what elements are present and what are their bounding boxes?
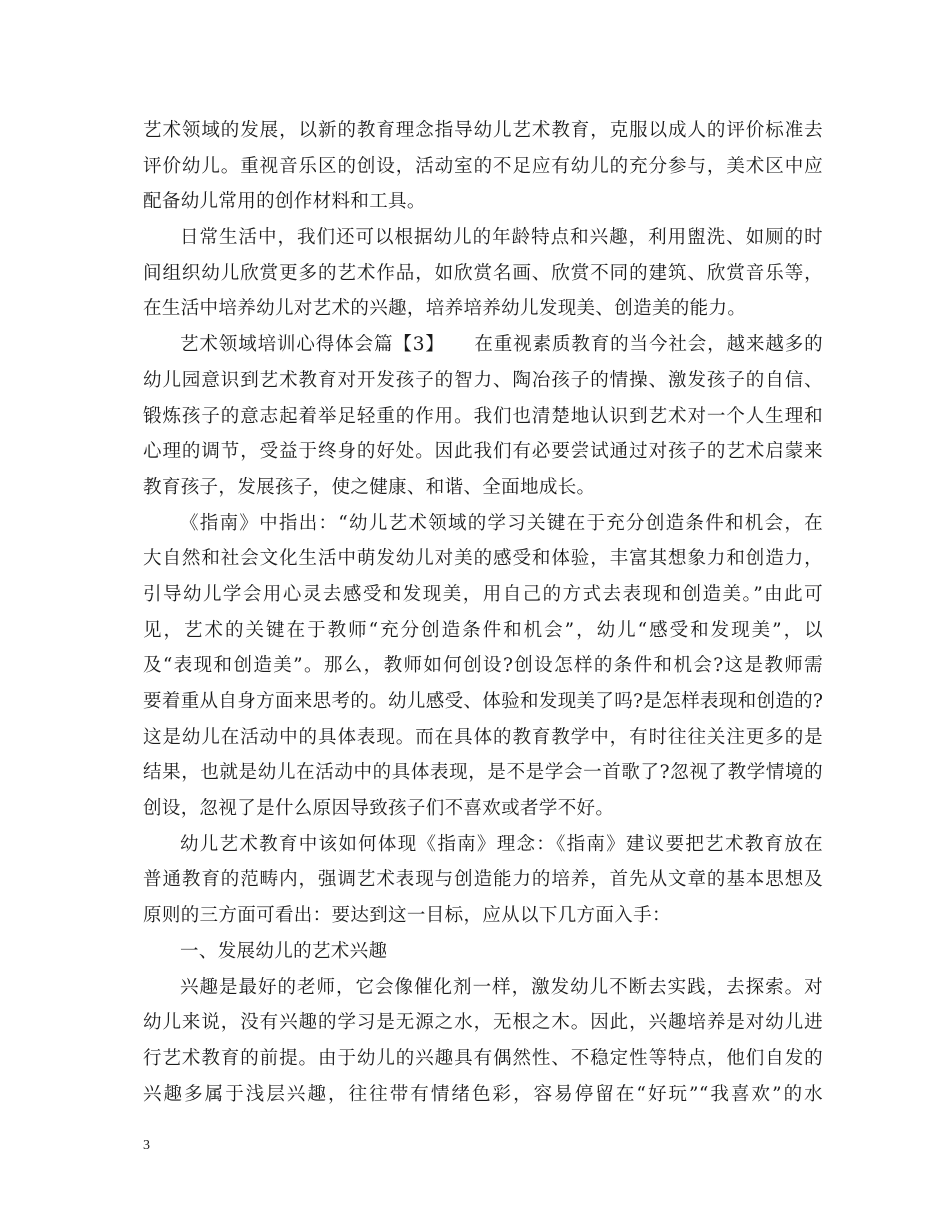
text-line: 间组织幼儿欣赏更多的艺术作品，如欣赏名画、欣赏不同的建筑、欣赏音乐等， — [143, 262, 823, 284]
text-line: 锻炼孩子的意志起着举足轻重的作用。我们也清楚地认识到艺术对一个人生理和 — [143, 405, 823, 427]
text-line: 日常生活中，我们还可以根据幼儿的年龄特点和兴趣，利用盥洗、如厕的时 — [180, 227, 823, 249]
text-line: 普通教育的范畴内，强调艺术表现与创造能力的培养，首先从文章的基本思想及 — [143, 869, 823, 891]
text-line: 幼儿艺术教育中该如何体现《指南》理念：《指南》建议要把艺术教育放在 — [180, 833, 823, 855]
text-line: 行艺术教育的前提。由于幼儿的兴趣具有偶然性、不稳定性等特点，他们自发的 — [143, 1047, 823, 1069]
text-line: 原则的三方面可看出：要达到这一目标，应从以下几方面入手： — [143, 905, 671, 927]
text-line: 这是幼儿在活动中的具体表现。而在具体的教育教学中，有时往往关注更多的是 — [143, 726, 823, 748]
document-body — [143, 113, 823, 1112]
text-line: 创设，忽视了是什么原因导致孩子们不喜欢或者学不好。 — [143, 798, 615, 820]
text-line: 配备幼儿常用的创作材料和工具。 — [143, 191, 426, 213]
text-line: 兴趣多属于浅层兴趣，往往带有情绪色彩，容易停留在“好玩”“我喜欢”的水 — [143, 1083, 823, 1105]
text-line: 艺术领域培训心得体会篇【3】 在重视素质教育的当今社会，越来越多的 — [180, 334, 823, 356]
text-line: 引导幼儿学会用心灵去感受和发现美，用自己的方式去表现和创造美。”由此可 — [143, 583, 823, 605]
text-line: 结果，也就是幼儿在活动中的具体表现，是不是学会一首歌了?忽视了教学情境的 — [143, 762, 823, 784]
text-line: 《指南》中指出：“幼儿艺术领域的学习关键在于充分创造条件和机会，在 — [180, 512, 823, 534]
page-number: 3 — [143, 1138, 150, 1153]
text-line: 评价幼儿。重视音乐区的创设，活动室的不足应有幼儿的充分参与，美术区中应 — [143, 155, 823, 177]
text-line: 心理的调节，受益于终身的好处。因此我们有必要尝试通过对孩子的艺术启蒙来 — [143, 441, 823, 463]
text-line: 要着重从自身方面来思考的。幼儿感受、体验和发现美了吗?是怎样表现和创造的? — [143, 691, 824, 712]
text-line: 大自然和社会文化生活中萌发幼儿对美的感受和体验，丰富其想象力和创造力， — [143, 548, 823, 570]
text-line: 一、发展幼儿的艺术兴趣 — [180, 940, 388, 962]
text-line: 幼儿园意识到艺术教育对开发孩子的智力、陶冶孩子的情操、激发孩子的自信、 — [143, 369, 823, 391]
text-line: 教育孩子，发展孩子，使之健康、和谐、全面地成长。 — [143, 476, 596, 498]
text-line: 幼儿来说，没有兴趣的学习是无源之水，无根之木。因此，兴趣培养是对幼儿进 — [143, 1012, 823, 1034]
text-line: 兴趣是最好的老师，它会像催化剂一样，激发幼儿不断去实践，去探索。对 — [180, 976, 823, 998]
text-line: 见，艺术的关键在于教师“充分创造条件和机会”，幼儿“感受和发现美”，以 — [143, 619, 823, 641]
text-line: 及“表现和创造美”。那么，教师如何创设?创设怎样的条件和机会?这是教师需 — [143, 655, 823, 677]
text-line: 艺术领域的发展，以新的教育理念指导幼儿艺术教育，克服以成人的评价标准去 — [143, 120, 823, 141]
text-line: 在生活中培养幼儿对艺术的兴趣，培养培养幼儿发现美、创造美的能力。 — [143, 298, 747, 320]
